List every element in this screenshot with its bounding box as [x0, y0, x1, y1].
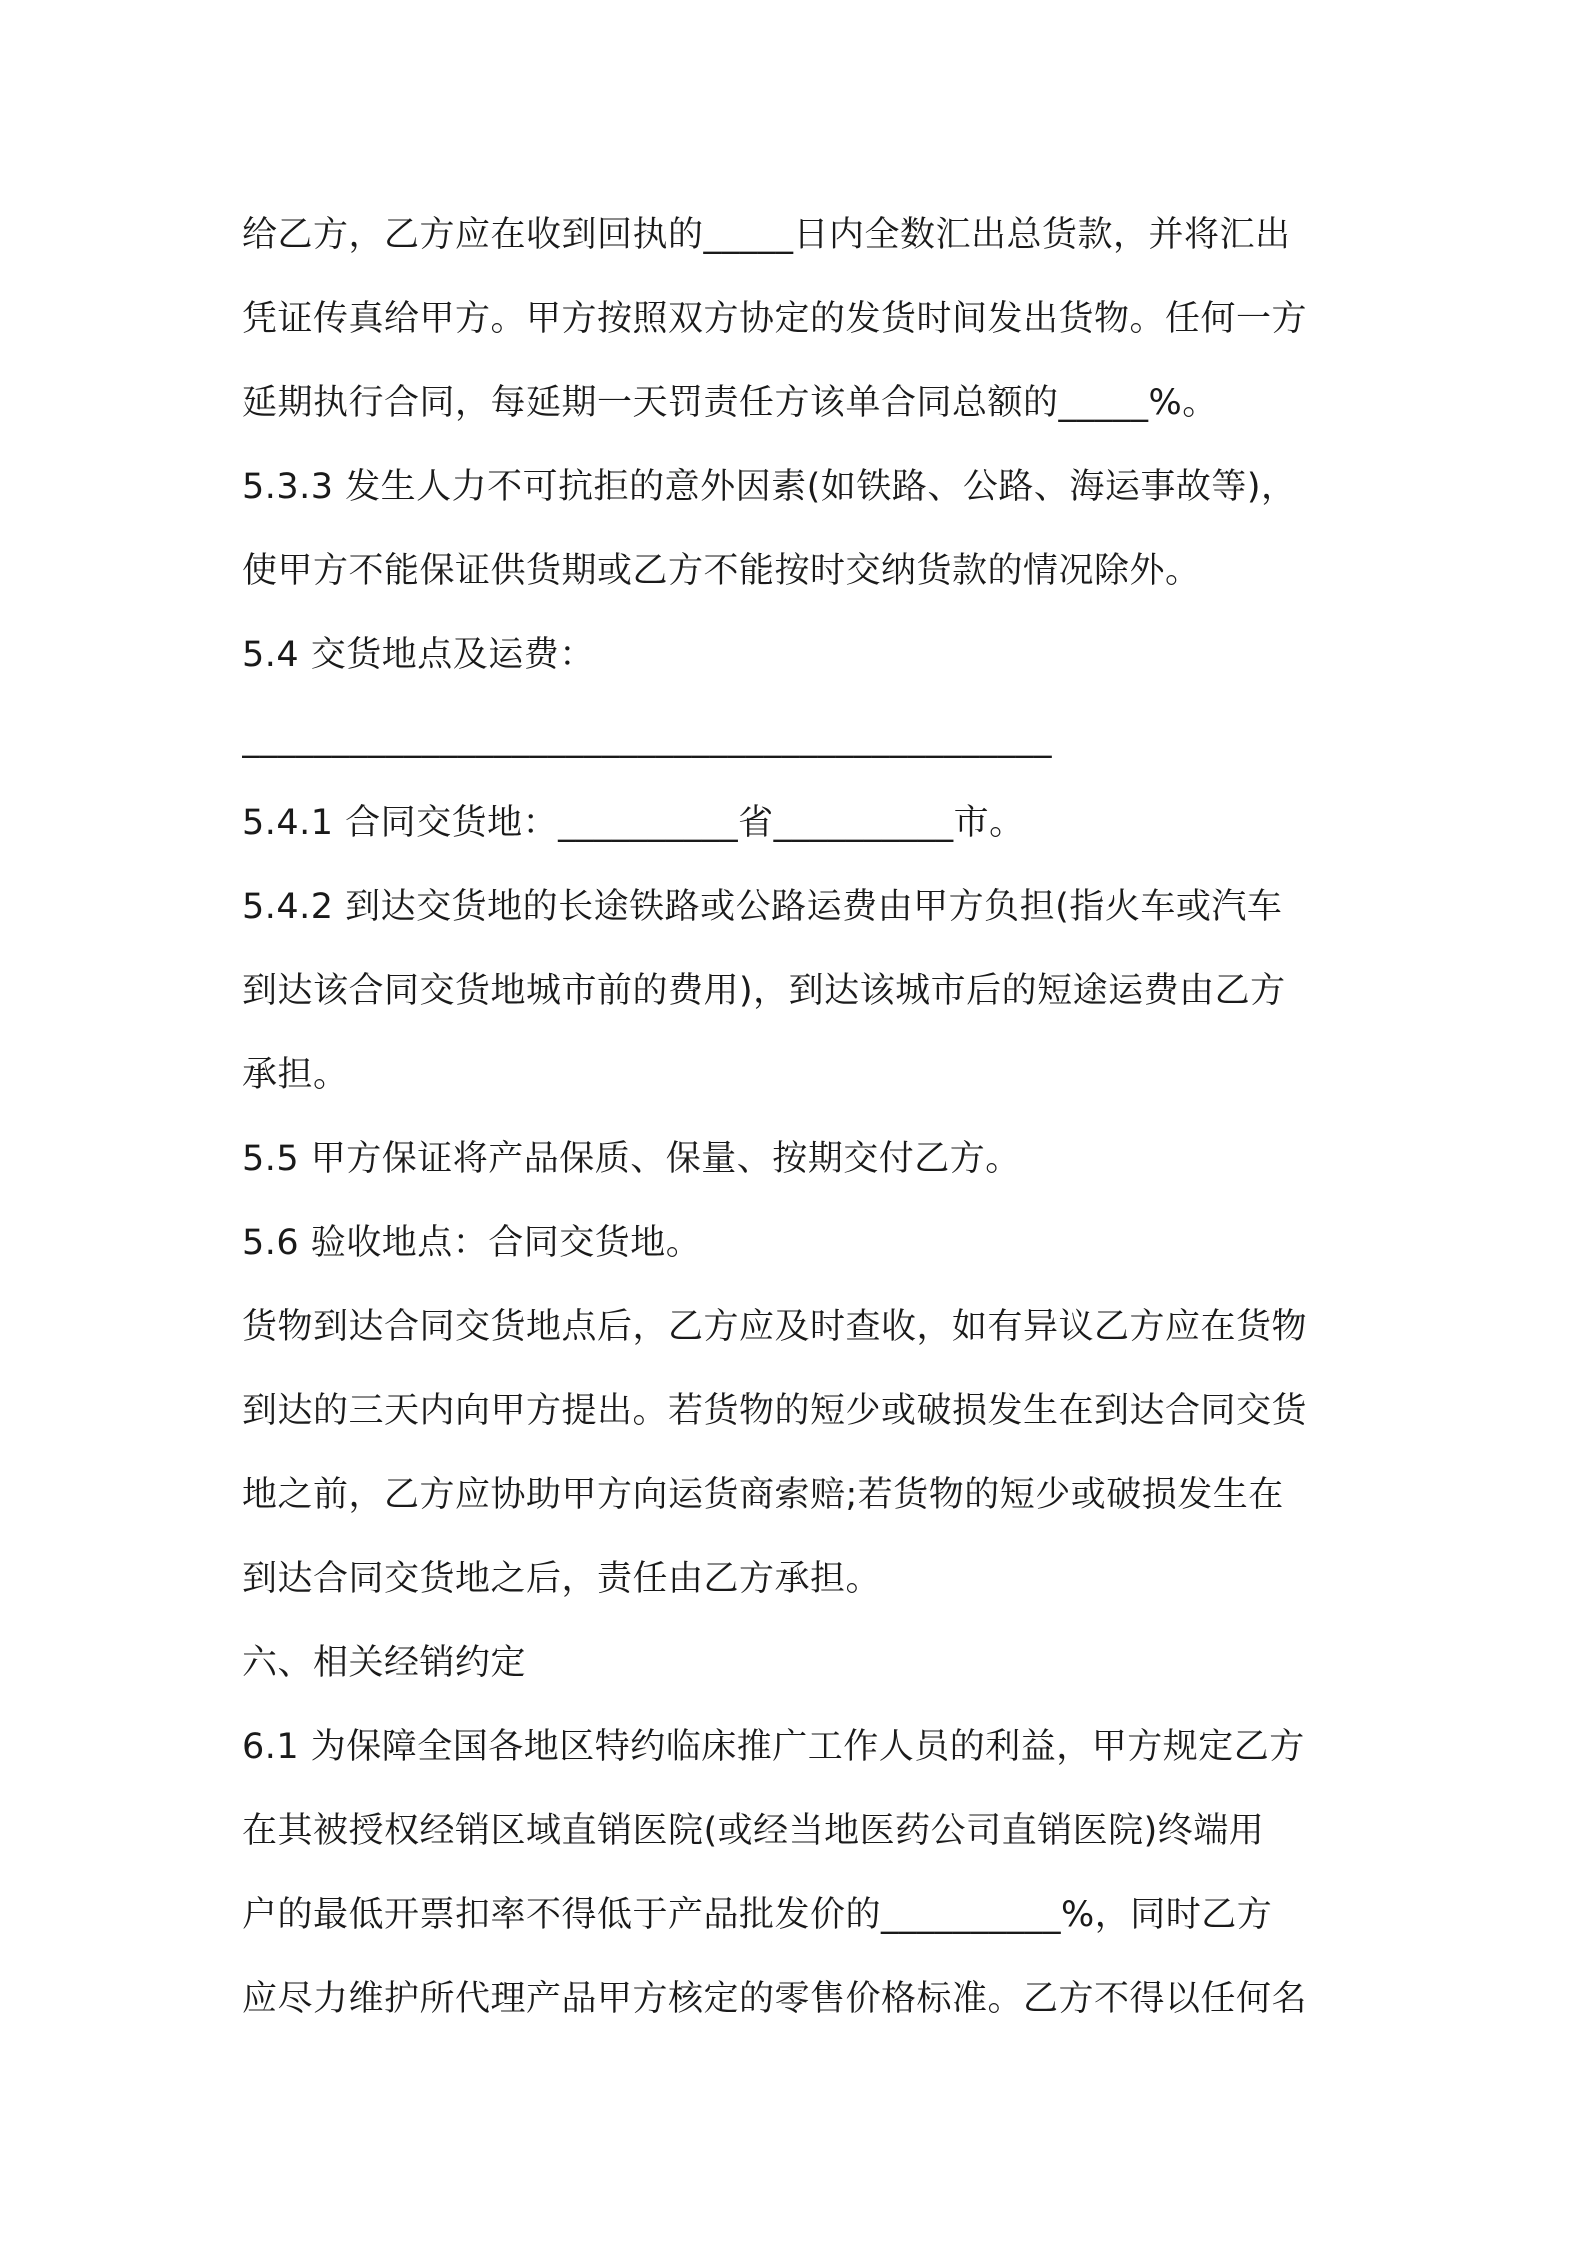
section-heading: 六、相关经销约定 — [242, 1643, 527, 1683]
text-line: 6.1 为保障全国各地区特约临床推广工作人员的利益，甲方规定乙方 — [242, 1727, 1305, 1767]
text-line: 货物到达合同交货地点后，乙方应及时查收，如有异议乙方应在货物 — [242, 1307, 1308, 1347]
blank-fill-line: _____________________________________________ — [242, 719, 1052, 759]
text-line: 5.6 验收地点：合同交货地。 — [242, 1223, 702, 1263]
text-line: 5.4.1 合同交货地：__________省__________市。 — [242, 803, 1025, 843]
text-line: 承担。 — [242, 1055, 349, 1095]
section-heading: 5.4 交货地点及运费： — [242, 635, 595, 675]
text-line: 5.4.2 到达交货地的长途铁路或公路运费由甲方负担(指火车或汽车 — [242, 887, 1283, 927]
text-line: 延期执行合同，每延期一天罚责任方该单合同总额的_____%。 — [242, 383, 1218, 423]
text-line: 在其被授权经销区域直销医院(或经当地医药公司直销医院)终端用 — [242, 1811, 1265, 1851]
text-line: 应尽力维护所代理产品甲方核定的零售价格标准。乙方不得以任何名 — [242, 1979, 1308, 2019]
text-line: 到达合同交货地之后，责任由乙方承担。 — [242, 1559, 882, 1599]
text-line: 到达的三天内向甲方提出。若货物的短少或破损发生在到达合同交货 — [242, 1391, 1308, 1431]
text-line: 凭证传真给甲方。甲方按照双方协定的发货时间发出货物。任何一方 — [242, 299, 1308, 339]
text-line: 5.3.3 发生人力不可抗拒的意外因素(如铁路、公路、海运事故等)， — [242, 467, 1297, 507]
text-line: 到达该合同交货地城市前的费用)，到达该城市后的短途运费由乙方 — [242, 971, 1286, 1011]
text-line: 户的最低开票扣率不得低于产品批发价的__________%，同时乙方 — [242, 1895, 1273, 1935]
text-line: 5.5 甲方保证将产品保质、保量、按期交付乙方。 — [242, 1139, 1021, 1179]
text-line: 使甲方不能保证供货期或乙方不能按时交纳货款的情况除外。 — [242, 551, 1201, 591]
text-line: 给乙方，乙方应在收到回执的_____日内全数汇出总货款，并将汇出 — [242, 215, 1291, 255]
document-body — [242, 193, 1362, 2041]
text-line: 地之前，乙方应协助甲方向运货商索赔;若货物的短少或破损发生在 — [242, 1475, 1284, 1515]
